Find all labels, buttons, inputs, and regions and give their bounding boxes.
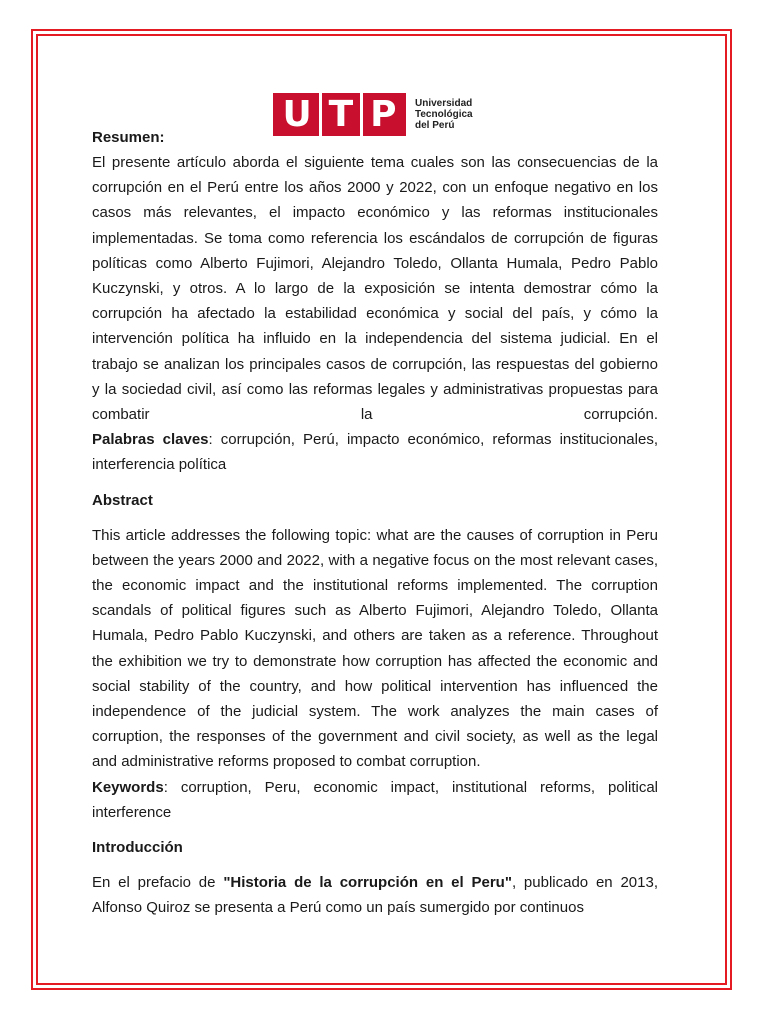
logo-line-3: del Perú [415,120,455,131]
abstract-keywords-text: : corruption, Peru, economic impact, institutional reforms, political interference [92,778,658,821]
abstract-keywords-label: Keywords [92,778,164,796]
resumen-paragraph: El presente artículo aborda el siguiente tema cuales son las consecuencias de la corrupción en el Perú entre los años 2000 y 2022, con un enfoque negativo en los casos más relevantes, el impacto económico y las reformas institucionales implementadas. Se toma como referencia los escándalos de corrupción de figuras políticas como Alberto Fujimori, Alejandro Toledo, Ollanta Humala, Pedro Pablo Kuczynski, y otros. A lo largo de la exposición se intenta demostrar cómo la corrupción ha afectado la estabilidad económica y social del país, y cómo la intervención política ha influido en la independencia del sistema judicial. En el trabajo se analizan los principales casos de corrupción, las respuestas del gobierno y la sociedad civil, así como las reformas legales y administrativas propuestas para combatir la corrupción. [92,154,658,424]
abstract-heading: Abstract [92,491,153,509]
logo-letter-u: U [282,94,312,135]
abstract-keywords [92,775,658,825]
logo-letter-t: T [328,94,354,135]
resumen-keywords-text: : corrupción, Perú, impacto económico, reformas institucionales, interferencia política [92,431,658,474]
abstract-paragraph: This article addresses the following topic: what are the causes of corruption in Peru between the years 2000 and 2022, with a negative focus on the most relevant cases, the economic impact and the institutional reforms implemented. The corruption scandals of political figures such as Alberto Fujimori, Alejandro Toledo, Ollanta Humala, Pedro Pablo Kuczynski, and others are taken as a reference. Throughout the exhibition we try to demonstrate how corruption has affected the economic and social stability of the country, and how political intervention has influenced the independence of the judicial system. The work analyzes the main cases of corruption, the responses of the government and civil society, as well as the legal and administrative reforms proposed to combat corruption. [92,526,658,771]
intro-book-title: "Historia de la corrupción en el Peru" [223,874,512,892]
logo-line-1: Universidad [415,98,473,109]
resumen-heading: Resumen: [92,129,165,146]
resumen-keywords [92,427,658,477]
intro-text-before: En el prefacio de [92,874,224,892]
logo-letter-p: P [370,94,397,135]
resumen-keywords-label: Palabras claves [92,431,209,449]
intro-heading: Introducción [92,839,183,857]
intro-text-after: , publicado en 2013, Alfonso Quiroz se presenta a Perú como un país sumergido por continuos [92,874,658,917]
intro-paragraph [92,870,658,920]
document-body [92,125,658,920]
logo-line-2: Tecnológica [415,109,473,120]
